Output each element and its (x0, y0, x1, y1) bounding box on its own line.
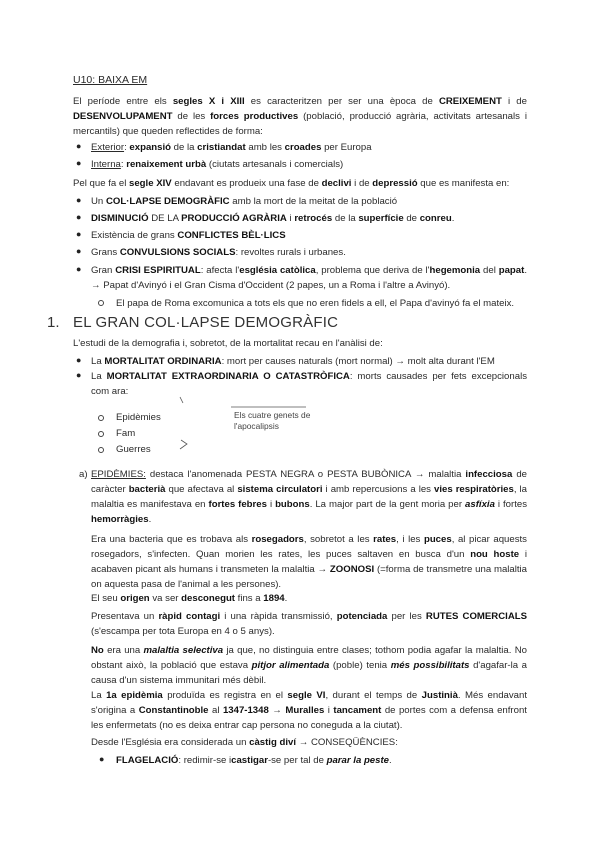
sub-bullet-icon (98, 300, 104, 306)
growth-item-exterior: Exterior: expansió de la cristiandat amb les croades per Europa (91, 142, 372, 153)
epidemies-paragraph-7: Desde l'Església era considerada un càstig diví → CONSEQÜÈNCIES: (91, 737, 398, 748)
decline-item-social: Grans CONVULSIONS SOCIALS: revoltes rurals i urbanes. (91, 247, 346, 258)
epidemies-paragraph-2: Era una bacteria que es trobava als rosegadors, sobretot a les rates, i les puces, al picar aquests rosegadors, s'infecten. Quan morien les rates, les puces saltaven en busca d'un nou hoste i acabaven picant als humans i transmeten la malaltia → ZOONOSI (=forma de transmetre una malaltia on aquesta pasa de l'animal a les persones). (91, 534, 528, 590)
epidemies-paragraph-4: Presentava un ràpid contagi i una ràpida transmissió, potenciada per les RUTES COMERCIALS (s'escampa per tota Europa en 4 o 5 anys). (91, 611, 528, 637)
decline-item-conflicts: Existència de grans CONFLICTES BÈL·LICS (91, 230, 286, 241)
list-marker: a) (79, 469, 88, 480)
epidemies-paragraph-6: La 1a epidèmia produïda es registra en el segle VI, durant el temps de Justinià. Més endavant s'origina a Constantinoble al 1347-1348 → Muralles i tancament de portes com a defensa enfront les enfermetats (no es deixa entrar cap persona no coneguda a la ciutat). (91, 690, 528, 731)
decline-item-spiritual: Gran CRISI ESPIRITUAL: afecta l'església catòlica, problema que deriva de l'hegemonia del papat. → Papat d'Avinyó i el Gran Cisma d'Occident (2 papes, un a Roma i l'altre a Avinyó). (91, 265, 527, 291)
epidemies-paragraph-5: No era una malaltia selectiva ja que, no distinguia entre clases; tothom podia agafar la malaltia. No obstant això, la població que estava pitjor alimentada (poble) tenia més possibilitats d'agafar-la a causa d'un sistema immunitari més dèbil. (91, 645, 528, 686)
bullet-icon: ● (76, 212, 82, 222)
brace-note: Els cuatre genets de l'apocalipsis (234, 410, 311, 431)
bullet-icon: ● (76, 370, 82, 380)
consequence-flagellation: FLAGELACIÓ: redimir-se icastigar-se per tal de parar la peste. (116, 755, 392, 766)
sub-bullet-icon (98, 415, 104, 421)
bullet-icon: ● (76, 195, 82, 205)
decline-sub-item: El papa de Roma excomunica a tots els que no eren fidels a ell, el Papa d'avinyó fa el mateix. (116, 298, 515, 309)
bullet-icon: ● (99, 754, 105, 764)
section-number: 1. (47, 314, 60, 331)
cause-item: Guerres (116, 444, 151, 455)
decline-item-collapse: Un COL·LAPSE DEMOGRÀFIC amb la mort de la meitat de la població (91, 196, 398, 207)
intro-paragraph: El període entre els segles X i XIII es caracteritzen per ser una època de CREIXEMENT i de DESENVOLUPAMENT de les forces productives (població, producció agrària, activitats artesanals i mercantils) que queden reflectides de forma: (73, 96, 527, 137)
bullet-icon: ● (76, 246, 82, 256)
epidemies-paragraph-1: EPIDÈMIES: destaca l'anomenada PESTA NEGRA o PESTA BUBÒNICA → malaltia infecciosa de caràcter bacterià que afectava al sistema circulatori i amb repercusions a les vies respiratòries, la malaltia es manifestava en fortes febres i bubons. La major part de la gent moria per asfíxia i fortes hemorràgies. (91, 469, 527, 525)
bullet-icon: ● (76, 355, 82, 365)
sub-bullet-icon (98, 447, 104, 453)
bullet-icon: ● (76, 141, 82, 151)
doc-title: U10: BAIXA EM (73, 74, 148, 86)
decline-intro: Pel que fa el segle XIV endavant es produeix una fase de declivi i de depressió que es manifesta en: (73, 178, 510, 189)
bullet-icon: ● (76, 264, 82, 274)
section-title: EL GRAN COL·LAPSE DEMOGRÀFIC (73, 314, 339, 331)
cause-item: Epidèmies (116, 412, 161, 423)
mortality-ordinary: La MORTALITAT ORDINARIA: mort per causes naturals (mort normal) → molt alta durant l'EM (91, 356, 495, 367)
epidemies-paragraph-3: El seu origen va ser desconegut fins a 1894. (91, 593, 288, 604)
bullet-icon: ● (76, 229, 82, 239)
section-intro: L'estudi de la demografia i, sobretot, de la mortalitat recau en l'anàlisi de: (73, 338, 383, 349)
mortality-extraordinary: La MORTALITAT EXTRAORDINARIA O CATASTRÒFICA: morts causades per fets excepcionals com ara: (91, 371, 527, 397)
growth-item-interna: Interna: renaixement urbà (ciutats artesanals i comercials) (91, 159, 344, 170)
bullet-icon: ● (76, 158, 82, 168)
decline-item-agrarian: DISMINUCIÓ DE LA PRODUCCIÓ AGRÀRIA i retrocés de la superfície de conreu. (91, 213, 455, 224)
sub-bullet-icon (98, 431, 104, 437)
cause-item: Fam (116, 428, 136, 439)
